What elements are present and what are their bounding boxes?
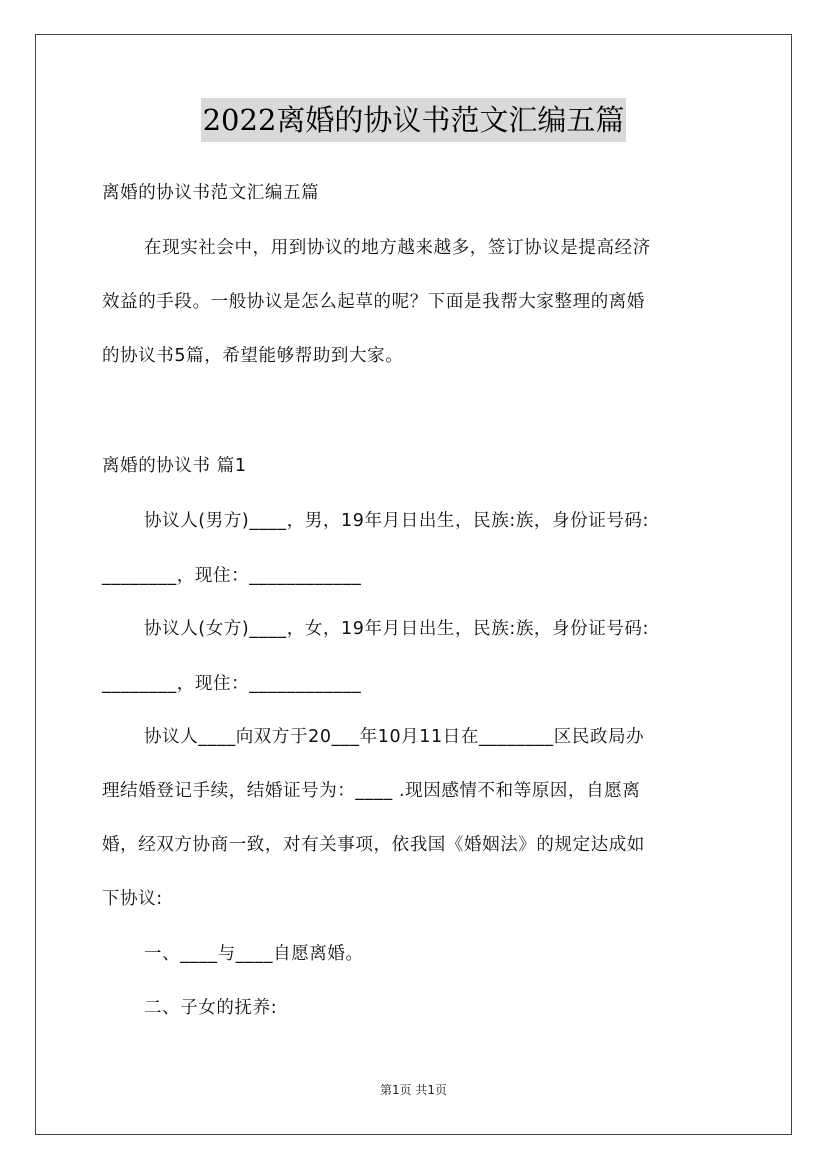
intro-line-2: 效益的手段。一般协议是怎么起草的呢？下面是我帮大家整理的离婚 xyxy=(102,292,645,312)
marriage-line-4: 下协议: xyxy=(102,889,163,909)
clause-two: 二、子女的抚养: xyxy=(144,998,278,1018)
title-container xyxy=(0,98,827,142)
clause-one: 一、____与____自愿离婚。 xyxy=(144,944,364,964)
subtitle-line: 离婚的协议书范文汇编五篇 xyxy=(102,183,320,203)
intro-line-3: 的协议书5篇，希望能够帮助到大家。 xyxy=(102,346,404,366)
marriage-line-3: 婚，经双方协商一致，对有关事项，依我国《婚姻法》的规定达成如 xyxy=(102,835,645,855)
intro-line-1: 在现实社会中，用到协议的地方越来越多，签订协议是提高经济 xyxy=(144,238,651,258)
page-footer: 第1页 共1页 xyxy=(379,1083,448,1097)
marriage-line-1: 协议人____向双方于20___年10月11日在________区民政局办 xyxy=(144,727,645,747)
male-party-line-1: 协议人(男方)____，男，19年月日出生，民族:族，身份证号码: xyxy=(144,511,650,531)
female-party-line-2: ________，现住：____________ xyxy=(102,674,362,694)
section-heading: 离婚的协议书 篇1 xyxy=(102,456,247,476)
female-party-line-1: 协议人(女方)____，女，19年月日出生，民族:族，身份证号码: xyxy=(144,619,650,639)
marriage-line-2: 理结婚登记手续，结婚证号为：____ .现因感情不和等原因，自愿离 xyxy=(102,781,641,801)
male-party-line-2: ________，现住：____________ xyxy=(102,566,362,586)
document-title: 2022离婚的协议书范文汇编五篇 xyxy=(201,98,627,142)
